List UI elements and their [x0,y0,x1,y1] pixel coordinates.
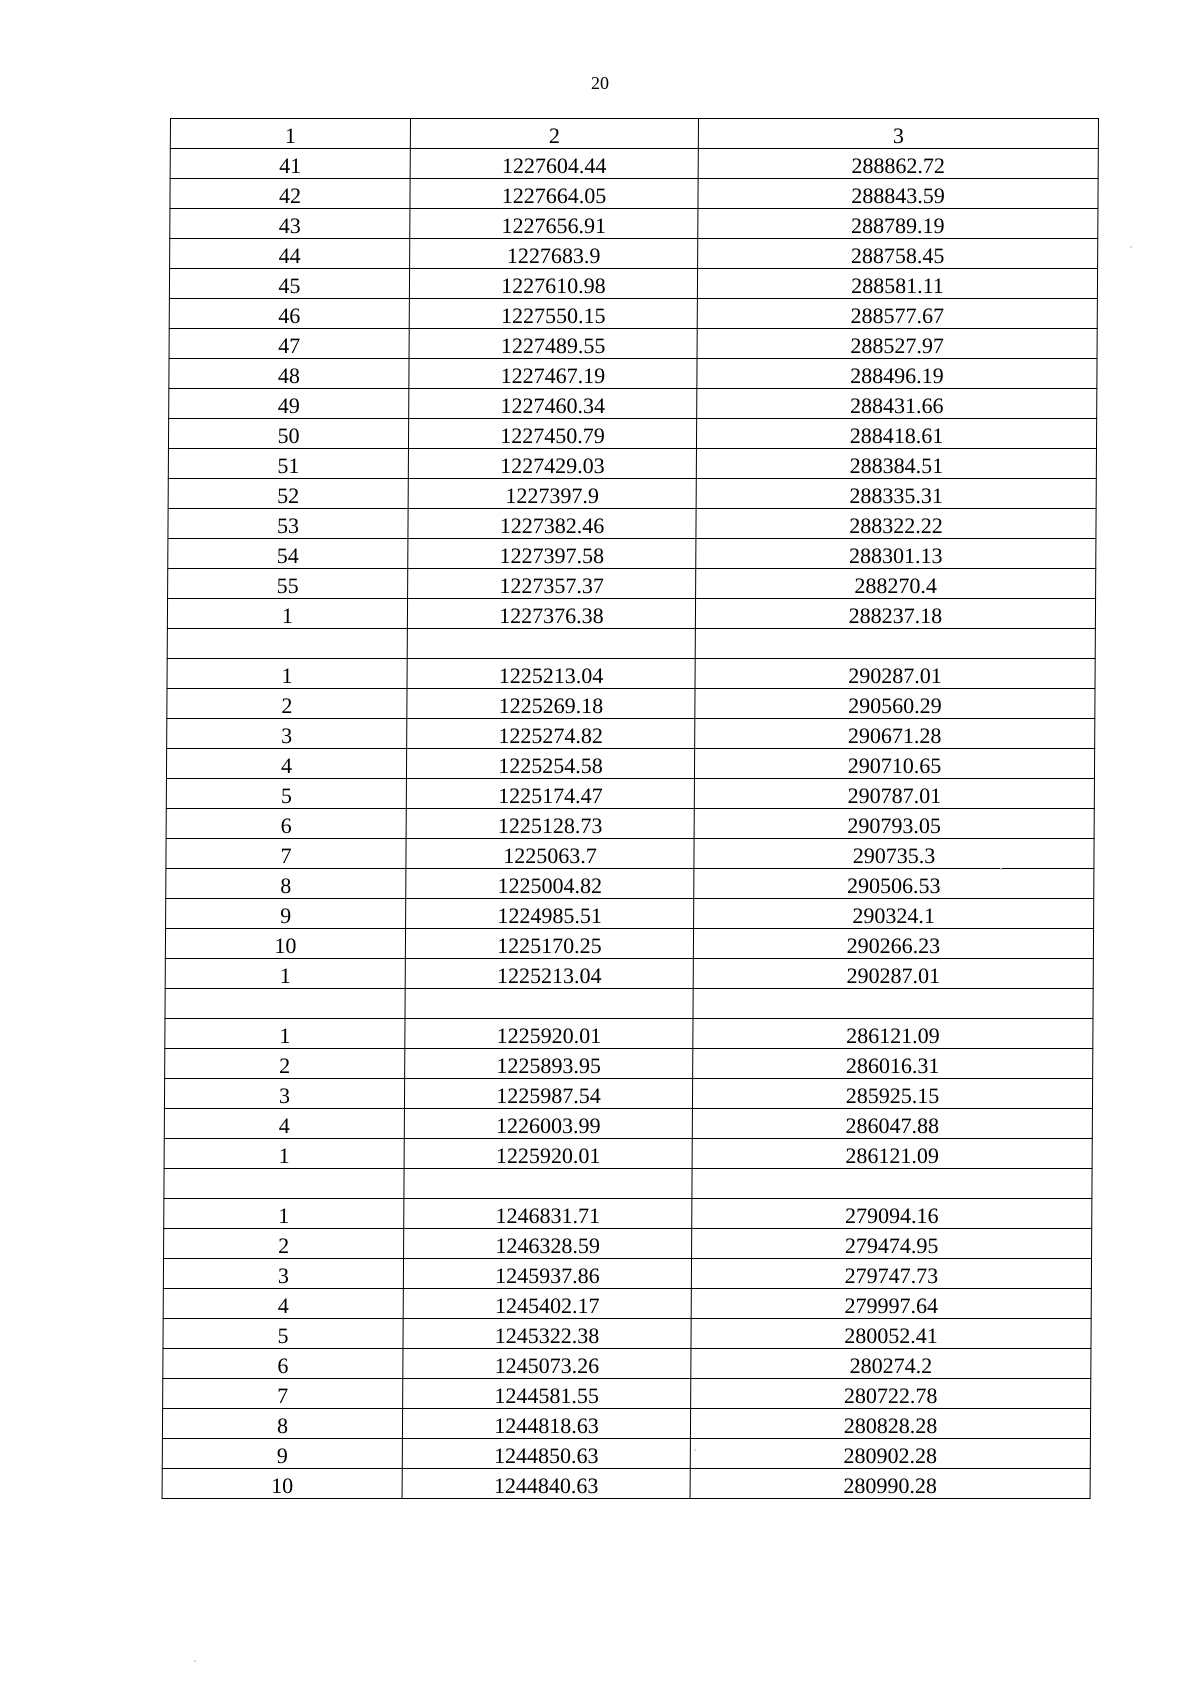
cell-point-number: 2 [165,1049,405,1079]
table-row [164,1229,1092,1259]
table-row [170,239,1098,269]
cell-point-number: 1 [165,959,405,989]
cell-point-number: 3 [164,1079,404,1109]
table-row [169,359,1097,389]
table-row [166,869,1094,899]
cell-y-coordinate: 280902.28 [690,1439,1090,1469]
table-row [167,689,1095,719]
coordinate-table-body [162,119,1098,1499]
scan-speck [194,1660,196,1662]
table-row [162,1409,1090,1439]
cell-point-number: 54 [168,539,408,569]
cell-point-number: 42 [170,179,410,209]
cell-x-coordinate: 1245402.17 [403,1289,691,1319]
cell-x-coordinate: 1227664.05 [410,179,698,209]
table-row [164,1079,1092,1109]
cell-x-coordinate [404,1169,692,1199]
table-row [170,179,1098,209]
cell-x-coordinate: 1225170.25 [405,929,693,959]
cell-y-coordinate: 286047.88 [692,1109,1092,1139]
cell-point-number [167,629,407,659]
cell-y-coordinate: 280990.28 [690,1469,1090,1499]
cell-x-coordinate: 1245073.26 [403,1349,691,1379]
table-row [165,929,1093,959]
cell-y-coordinate: 288335.31 [696,479,1096,509]
cell-x-coordinate [405,989,693,1019]
cell-y-coordinate: 288581.11 [697,269,1097,299]
table-row [163,1319,1091,1349]
table-row [163,1289,1091,1319]
cell-point-number: 2 [164,1229,404,1259]
cell-y-coordinate: 290266.23 [693,929,1093,959]
cell-point-number: 7 [166,839,406,869]
cell-point-number: 6 [166,809,406,839]
cell-x-coordinate: 1227656.91 [410,209,698,239]
table-row [164,1199,1092,1229]
cell-y-coordinate: 290287.01 [693,959,1093,989]
cell-x-coordinate: 1225213.04 [407,659,695,689]
table-row [168,419,1096,449]
cell-y-coordinate: 288301.13 [696,539,1096,569]
cell-point-number: 1 [164,1199,404,1229]
cell-y-coordinate: 288270.4 [696,569,1096,599]
cell-x-coordinate: 1225213.04 [405,959,693,989]
table-separator-row [167,629,1095,659]
table-row [165,1049,1093,1079]
cell-y-coordinate: 290710.65 [694,749,1094,779]
cell-x-coordinate: 1246831.71 [404,1199,692,1229]
cell-x-coordinate: 1225254.58 [406,749,694,779]
cell-point-number: 1 [164,1139,404,1169]
cell-point-number: 9 [166,899,406,929]
table-row [169,269,1097,299]
cell-y-coordinate: 288384.51 [696,449,1096,479]
table-row [162,1439,1090,1469]
cell-point-number: 8 [162,1409,402,1439]
table-row [166,779,1094,809]
cell-x-coordinate: 1227489.55 [409,329,697,359]
cell-x-coordinate: 1226003.99 [404,1109,692,1139]
cell-y-coordinate: 288789.19 [698,209,1098,239]
table-row [168,449,1096,479]
cell-x-coordinate: 1225987.54 [404,1079,692,1109]
cell-x-coordinate: 1227376.38 [407,599,695,629]
column-header-point-number: 1 [170,119,410,149]
cell-point-number: 4 [166,749,406,779]
scan-speck [694,1449,696,1451]
column-header-y-coordinate: 3 [698,119,1098,149]
table-row [168,479,1096,509]
cell-point-number: 4 [163,1289,403,1319]
cell-point-number: 3 [163,1259,403,1289]
cell-x-coordinate: 1245937.86 [403,1259,691,1289]
table-row [166,899,1094,929]
table-row [169,389,1097,419]
cell-point-number: 5 [163,1319,403,1349]
cell-x-coordinate: 1227683.9 [410,239,698,269]
cell-y-coordinate: 288431.66 [697,389,1097,419]
cell-point-number: 46 [169,299,409,329]
cell-point-number: 45 [169,269,409,299]
cell-y-coordinate: 288237.18 [695,599,1095,629]
cell-point-number [165,989,405,1019]
cell-y-coordinate: 288862.72 [698,149,1098,179]
cell-point-number: 53 [168,509,408,539]
table-row [166,749,1094,779]
cell-point-number: 52 [168,479,408,509]
cell-y-coordinate: 280722.78 [691,1379,1091,1409]
table-row [165,1019,1093,1049]
table-row [169,329,1097,359]
table-row [165,959,1093,989]
table-row [163,1349,1091,1379]
cell-x-coordinate: 1227610.98 [409,269,697,299]
cell-x-coordinate: 1227550.15 [409,299,697,329]
cell-y-coordinate [693,989,1093,1019]
table-row [166,809,1094,839]
table-separator-row [164,1169,1092,1199]
cell-x-coordinate: 1244840.63 [402,1469,690,1499]
cell-point-number: 1 [167,599,407,629]
cell-y-coordinate: 288527.97 [697,329,1097,359]
cell-point-number: 55 [168,569,408,599]
cell-point-number: 44 [170,239,410,269]
cell-x-coordinate: 1225893.95 [405,1049,693,1079]
table-row [164,1139,1092,1169]
cell-y-coordinate: 285925.15 [692,1079,1092,1109]
cell-x-coordinate: 1225274.82 [407,719,695,749]
cell-y-coordinate: 288758.45 [698,239,1098,269]
cell-y-coordinate: 288496.19 [697,359,1097,389]
cell-y-coordinate: 279997.64 [691,1289,1091,1319]
cell-point-number: 1 [167,659,407,689]
cell-x-coordinate: 1225063.7 [406,839,694,869]
cell-y-coordinate: 288843.59 [698,179,1098,209]
table-row [167,659,1095,689]
cell-x-coordinate: 1225269.18 [407,689,695,719]
cell-point-number: 51 [168,449,408,479]
cell-point-number: 5 [166,779,406,809]
cell-y-coordinate: 279474.95 [692,1229,1092,1259]
table-row [163,1379,1091,1409]
cell-point-number: 2 [167,689,407,719]
cell-point-number: 47 [169,329,409,359]
cell-point-number: 8 [166,869,406,899]
table-row [163,1259,1091,1289]
coordinate-table [162,118,1099,1499]
cell-point-number: 6 [163,1349,403,1379]
cell-y-coordinate: 280828.28 [690,1409,1090,1439]
cell-y-coordinate: 290324.1 [694,899,1094,929]
page-number: 20 [591,73,609,93]
cell-point-number: 49 [169,389,409,419]
table-row [166,839,1094,869]
table-header-row [170,119,1098,149]
cell-x-coordinate: 1225920.01 [405,1019,693,1049]
cell-x-coordinate: 1225920.01 [404,1139,692,1169]
cell-y-coordinate: 288577.67 [697,299,1097,329]
cell-x-coordinate: 1227450.79 [408,419,696,449]
table-row [170,149,1098,179]
cell-x-coordinate: 1227357.37 [408,569,696,599]
table-row [168,539,1096,569]
table-row [162,1469,1090,1499]
cell-x-coordinate: 1227604.44 [410,149,698,179]
cell-y-coordinate: 290506.53 [694,869,1094,899]
cell-x-coordinate: 1225128.73 [406,809,694,839]
cell-x-coordinate [407,629,695,659]
cell-x-coordinate: 1246328.59 [404,1229,692,1259]
table-row [167,719,1095,749]
cell-y-coordinate: 290787.01 [694,779,1094,809]
cell-x-coordinate: 1244581.55 [403,1379,691,1409]
cell-x-coordinate: 1225174.47 [406,779,694,809]
cell-point-number: 4 [164,1109,404,1139]
cell-point-number [164,1169,404,1199]
scan-speck [1130,246,1132,248]
cell-y-coordinate: 286121.09 [693,1019,1093,1049]
cell-y-coordinate: 288322.22 [696,509,1096,539]
cell-point-number: 7 [163,1379,403,1409]
cell-y-coordinate: 286121.09 [692,1139,1092,1169]
scan-speck [1000,868,1002,870]
cell-y-coordinate: 290287.01 [695,659,1095,689]
cell-point-number: 43 [170,209,410,239]
cell-y-coordinate: 286016.31 [693,1049,1093,1079]
table-separator-row [165,989,1093,1019]
cell-y-coordinate: 279747.73 [691,1259,1091,1289]
cell-point-number: 41 [170,149,410,179]
cell-point-number: 10 [165,929,405,959]
cell-y-coordinate: 290560.29 [695,689,1095,719]
cell-x-coordinate: 1244818.63 [402,1409,690,1439]
cell-y-coordinate [692,1169,1092,1199]
table-row [169,299,1097,329]
cell-x-coordinate: 1227467.19 [409,359,697,389]
cell-y-coordinate: 290735.3 [694,839,1094,869]
table-row [170,209,1098,239]
cell-x-coordinate: 1245322.38 [403,1319,691,1349]
cell-y-coordinate: 280052.41 [691,1319,1091,1349]
cell-x-coordinate: 1227382.46 [408,509,696,539]
cell-x-coordinate: 1227460.34 [409,389,697,419]
cell-x-coordinate: 1225004.82 [406,869,694,899]
cell-point-number: 3 [167,719,407,749]
cell-x-coordinate: 1227429.03 [408,449,696,479]
table-row [164,1109,1092,1139]
cell-x-coordinate: 1224985.51 [406,899,694,929]
cell-y-coordinate: 279094.16 [692,1199,1092,1229]
cell-y-coordinate: 290793.05 [694,809,1094,839]
cell-y-coordinate: 290671.28 [695,719,1095,749]
cell-x-coordinate: 1227397.58 [408,539,696,569]
cell-x-coordinate: 1227397.9 [408,479,696,509]
cell-point-number: 1 [165,1019,405,1049]
table-row [168,569,1096,599]
cell-point-number: 9 [162,1439,402,1469]
cell-y-coordinate: 280274.2 [691,1349,1091,1379]
table-row [167,599,1095,629]
cell-y-coordinate [695,629,1095,659]
cell-x-coordinate: 1244850.63 [402,1439,690,1469]
cell-point-number: 10 [162,1469,402,1499]
cell-point-number: 48 [169,359,409,389]
cell-y-coordinate: 288418.61 [696,419,1096,449]
column-header-x-coordinate: 2 [410,119,698,149]
cell-point-number: 50 [168,419,408,449]
table-row [168,509,1096,539]
